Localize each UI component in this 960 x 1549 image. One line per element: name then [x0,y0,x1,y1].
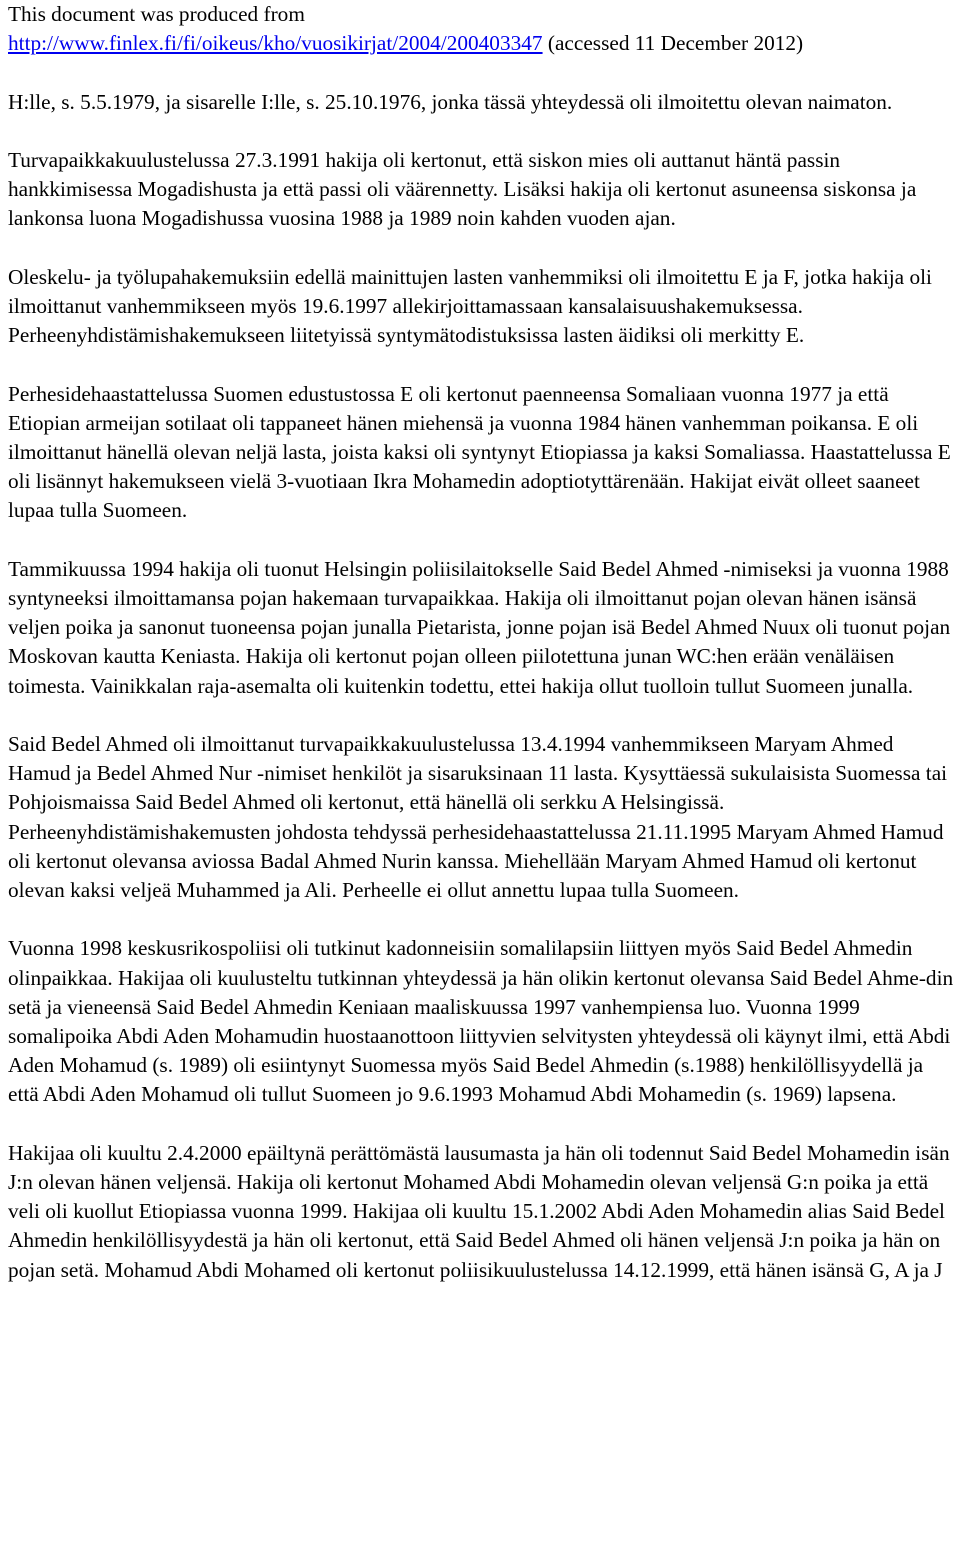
paragraph-3: Oleskelu- ja työlupahakemuksiin edellä mainittujen lasten vanhemmiksi oli ilmoitettu E ja F, jotka hakija oli ilmoittanut vanhemmikseen myös 19.6.1997 allekirjoittamassaan kansalaisuushakemuksessa. Perheenyhdistämishakemukseen liitetyissä syntymätodistuksissa lasten äidiksi oli merkitty E. [8,264,932,348]
paragraph-2: Turvapaikkakuulustelussa 27.3.1991 hakija oli kertonut, että siskon mies oli auttanut häntä passin hankkimisessa Mogadishusta ja että passi oli väärennetty. Lisäksi hakija oli kertonut asuneensa siskonsa ja lankonsa luona Mogadishussa vuosina 1988 ja 1989 noin kahden vuoden ajan. [8,147,917,231]
paragraph-8: Hakijaa oli kuultu 2.4.2000 epäiltynä perättömästä lausumasta ja hän oli todennut Said Bedel Mohamedin isän J:n olevan hänen veljensä. Hakija oli kertonut Mohamed Abdi Mohamedin olevan veljensä G:n poika ja että veli oli kuollut Etiopiassa vuonna 1999. Hakijaa oli kuultu 15.1.2002 Abdi Aden Mohamedin alias Said Bedel Ahmedin henkilöllisyydestä ja hän oli kertonut, että Said Bedel Ahmed oli hänen veljensä J:n poika ja hän on pojan setä. Mohamud Abdi Mohamed oli kertonut poliisikuulustelussa 14.12.1999, että hänen isänsä G, A ja J [8,1140,950,1282]
paragraph-5: Tammikuussa 1994 hakija oli tuonut Helsingin poliisilaitokselle Said Bedel Ahmed -nimiseksi ja vuonna 1988 syntyneeksi ilmoittamansa pojan hakemaan turvapaikkaa. Hakija oli ilmoittanut pojan olevan hänen isänsä veljen poika ja sanonut tuoneensa pojan junalla Pietarista, jonne pojan isä Bedel Ahmed Nuux oli tuonut pojan Moskovan kautta Keniasta. Hakija oli kertonut pojan olleen piilotettuna junan WC:hen erään venäläisen toimesta. Vainikkalan raja-asemalta oli kuitenkin todettu, ettei hakija ollut tuolloin tullut Suomeen junalla. [8,556,951,698]
paragraph-6: Said Bedel Ahmed oli ilmoittanut turvapaikkakuulustelussa 13.4.1994 vanhemmikseen Maryam Ahmed Hamud ja Bedel Ahmed Nur -nimiset henkilöt ja sisaruksinaan 11 lasta. Kysyttäessä sukulaisista Suomessa tai Pohjoismaissa Said Bedel Ahmed oli kertonut, että hänellä oli serkku A Helsingissä. Perheenyhdistämishakemusten johdosta tehdyssä perhesidehaastattelussa 21.11.1995 Maryam Ahmed Hamud oli kertonut olevansa aviossa Badal Ahmed Nurin kanssa. Miehellään Maryam Ahmed Hamud oli kertonut olevan kaksi veljeä Muhammed ja Ali. Perheelle ei ollut annettu lupaa tulla Suomeen. [8,731,948,902]
header-accessed-date: (accessed 11 December 2012) [542,31,804,56]
paragraph-7: Vuonna 1998 keskusrikospoliisi oli tutkinut kadonneisiin somalilapsiin liittyen myös Said Bedel Ahmedin olinpaikkaa. Hakijaa oli kuulusteltu tutkinnan yhteydessä ja hän olikin kertonut olevansa Said Bedel Ahme-din setä ja vieneensä Said Bedel Ahmedin Keniaan maaliskuussa 1997 vanhempiensa luo. Vuonna 1999 somalipoika Abdi Aden Mohamudin huostaanottoon liittyvien selvitysten yhteydessä oli käynyt ilmi, että Abdi Aden Mohamud (s. 1989) oli esiintynyt Suomessa myös Said Bedel Ahmedin (s.1988) henkilöllisyydellä ja että Abdi Aden Mohamud oli tullut Suomeen jo 9.6.1993 Mohamud Abdi Mohamedin (s. 1969) lapsena. [8,936,954,1107]
paragraph-1: H:lle, s. 5.5.1979, ja sisarelle I:lle, s. 25.10.1976, jonka tässä yhteydessä oli ilmoitettu olevan naimaton. [8,89,893,114]
source-link[interactable]: http://www.finlex.fi/fi/oikeus/kho/vuosikirjat/2004/200403347 [8,31,543,56]
header-source-line [8,29,958,58]
header-intro: This document was produced from [8,2,305,26]
source-header [8,0,958,58]
paragraph-4: Perhesidehaastattelussa Suomen edustustossa E oli kertonut paenneensa Somaliaan vuonna 1977 ja että Etiopian armeijan sotilaat oli tappaneet hänen miehensä ja vuonna 1984 hänen vanhemman poikansa. E oli ilmoittanut hänellä olevan neljä lasta, joista kaksi oli syntynyt Etiopiassa ja kaksi Somaliassa. Haastattelussa E oli lisännyt hakemukseen vielä 3-vuotiaan Ikra Mohamedin adoptiotyttärenään. Hakijat eivät olleet saaneet lupaa tulla Suomeen. [8,381,951,523]
document-page [8,0,958,1314]
